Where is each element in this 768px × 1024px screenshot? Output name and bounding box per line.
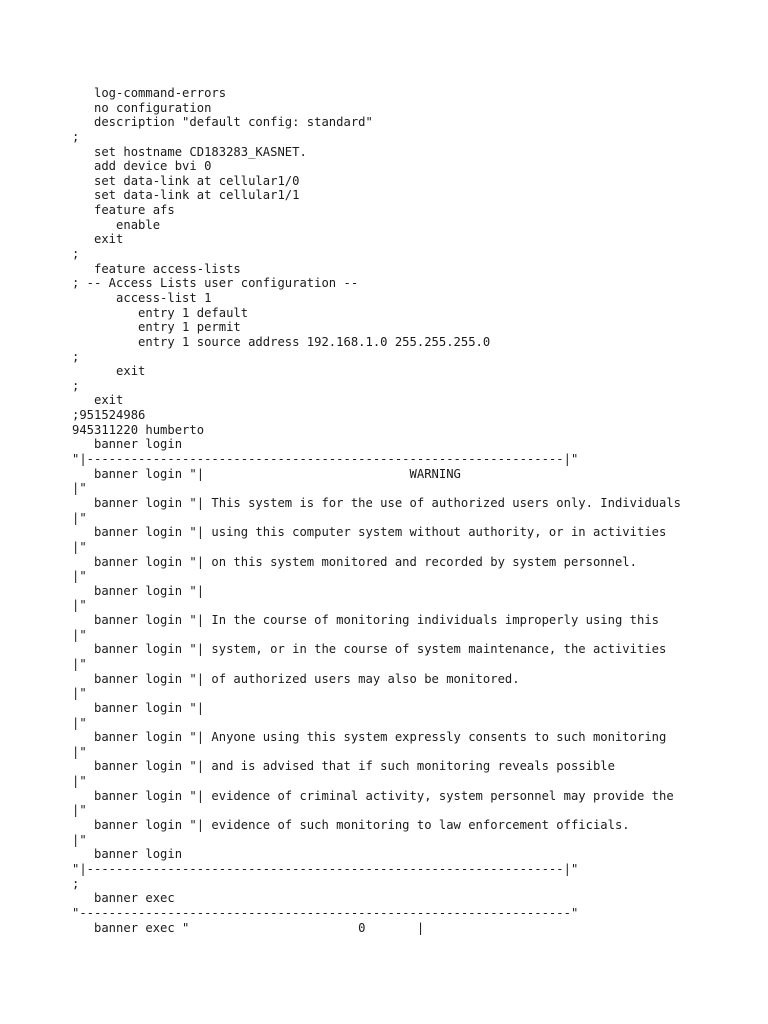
- config-line: banner login: [72, 437, 183, 452]
- config-line: |": [72, 832, 87, 847]
- config-line: |": [72, 744, 87, 759]
- config-line: feature afs: [72, 203, 175, 218]
- config-line: banner exec " 0 |: [72, 920, 425, 935]
- config-line: set data-link at cellular1/1: [72, 188, 300, 203]
- config-line: banner login "| on this system monitored and recorded by system personnel.: [72, 554, 637, 569]
- config-line: description "default config: standard": [72, 115, 373, 130]
- config-line: access-list 1: [72, 290, 212, 305]
- config-line: ;: [72, 876, 80, 891]
- config-line: banner login "| evidence of such monitoring to law enforcement officials.: [72, 818, 630, 833]
- config-line: log-command-errors: [72, 86, 227, 100]
- config-line: exit: [72, 393, 124, 408]
- config-line: exit: [72, 364, 146, 379]
- config-line: |": [72, 656, 87, 671]
- config-line: set hostname CD183283_KASNET.: [72, 144, 307, 159]
- config-line: ; -- Access Lists user configuration --: [72, 276, 359, 291]
- config-line: |": [72, 569, 87, 584]
- config-line: entry 1 default: [72, 305, 249, 320]
- config-line: |": [72, 627, 87, 642]
- config-line: |": [72, 803, 87, 818]
- config-line: "|-----------------------------------------------------------------|": [72, 861, 579, 876]
- config-line: no configuration: [72, 100, 212, 115]
- config-listing: [72, 86, 681, 935]
- config-line: entry 1 source address 192.168.1.0 255.255.255.0: [72, 334, 491, 349]
- config-line: banner login "| Anyone using this system expressly consents to such monitoring: [72, 730, 667, 745]
- config-line: |": [72, 598, 87, 613]
- config-line: |": [72, 774, 87, 789]
- config-line: |": [72, 481, 87, 496]
- config-line: |": [72, 715, 87, 730]
- config-line: banner login "| evidence of criminal activity, system personnel may provide the: [72, 788, 674, 803]
- config-line: entry 1 permit: [72, 320, 241, 335]
- config-line: enable: [72, 217, 161, 232]
- config-line: set data-link at cellular1/0: [72, 173, 300, 188]
- config-line: |": [72, 539, 87, 554]
- config-line: banner login "| In the course of monitoring individuals improperly using this: [72, 613, 659, 628]
- config-line: banner login "| using this computer system without authority, or in activities: [72, 525, 667, 540]
- config-line: banner login "| WARNING: [72, 466, 461, 481]
- config-line: |": [72, 510, 87, 525]
- config-line: banner login "| system, or in the course of system maintenance, the activities: [72, 642, 667, 657]
- config-line: add device bvi 0: [72, 159, 212, 174]
- config-line: |": [72, 686, 87, 701]
- config-line: banner login: [72, 847, 183, 862]
- config-line: ;: [72, 247, 80, 262]
- config-line: 945311220 humberto: [72, 422, 205, 437]
- config-line: ;: [72, 129, 80, 144]
- config-line: banner login "| and is advised that if such monitoring reveals possible: [72, 759, 615, 774]
- config-line: feature access-lists: [72, 261, 241, 276]
- config-line: ;: [72, 349, 80, 364]
- config-line: banner login "| This system is for the use of authorized users only. Individuals: [72, 495, 682, 510]
- config-line: banner login "|: [72, 583, 205, 598]
- config-line: exit: [72, 232, 124, 247]
- config-line: ;: [72, 378, 80, 393]
- config-line: banner login "| of authorized users may also be monitored.: [72, 671, 520, 686]
- config-line: "|-----------------------------------------------------------------|": [72, 452, 579, 467]
- config-line: "-------------------------------------------------------------------": [72, 905, 579, 920]
- config-line: banner login "|: [72, 700, 205, 715]
- config-line: ;951524986: [72, 408, 146, 423]
- config-line: banner exec: [72, 891, 175, 906]
